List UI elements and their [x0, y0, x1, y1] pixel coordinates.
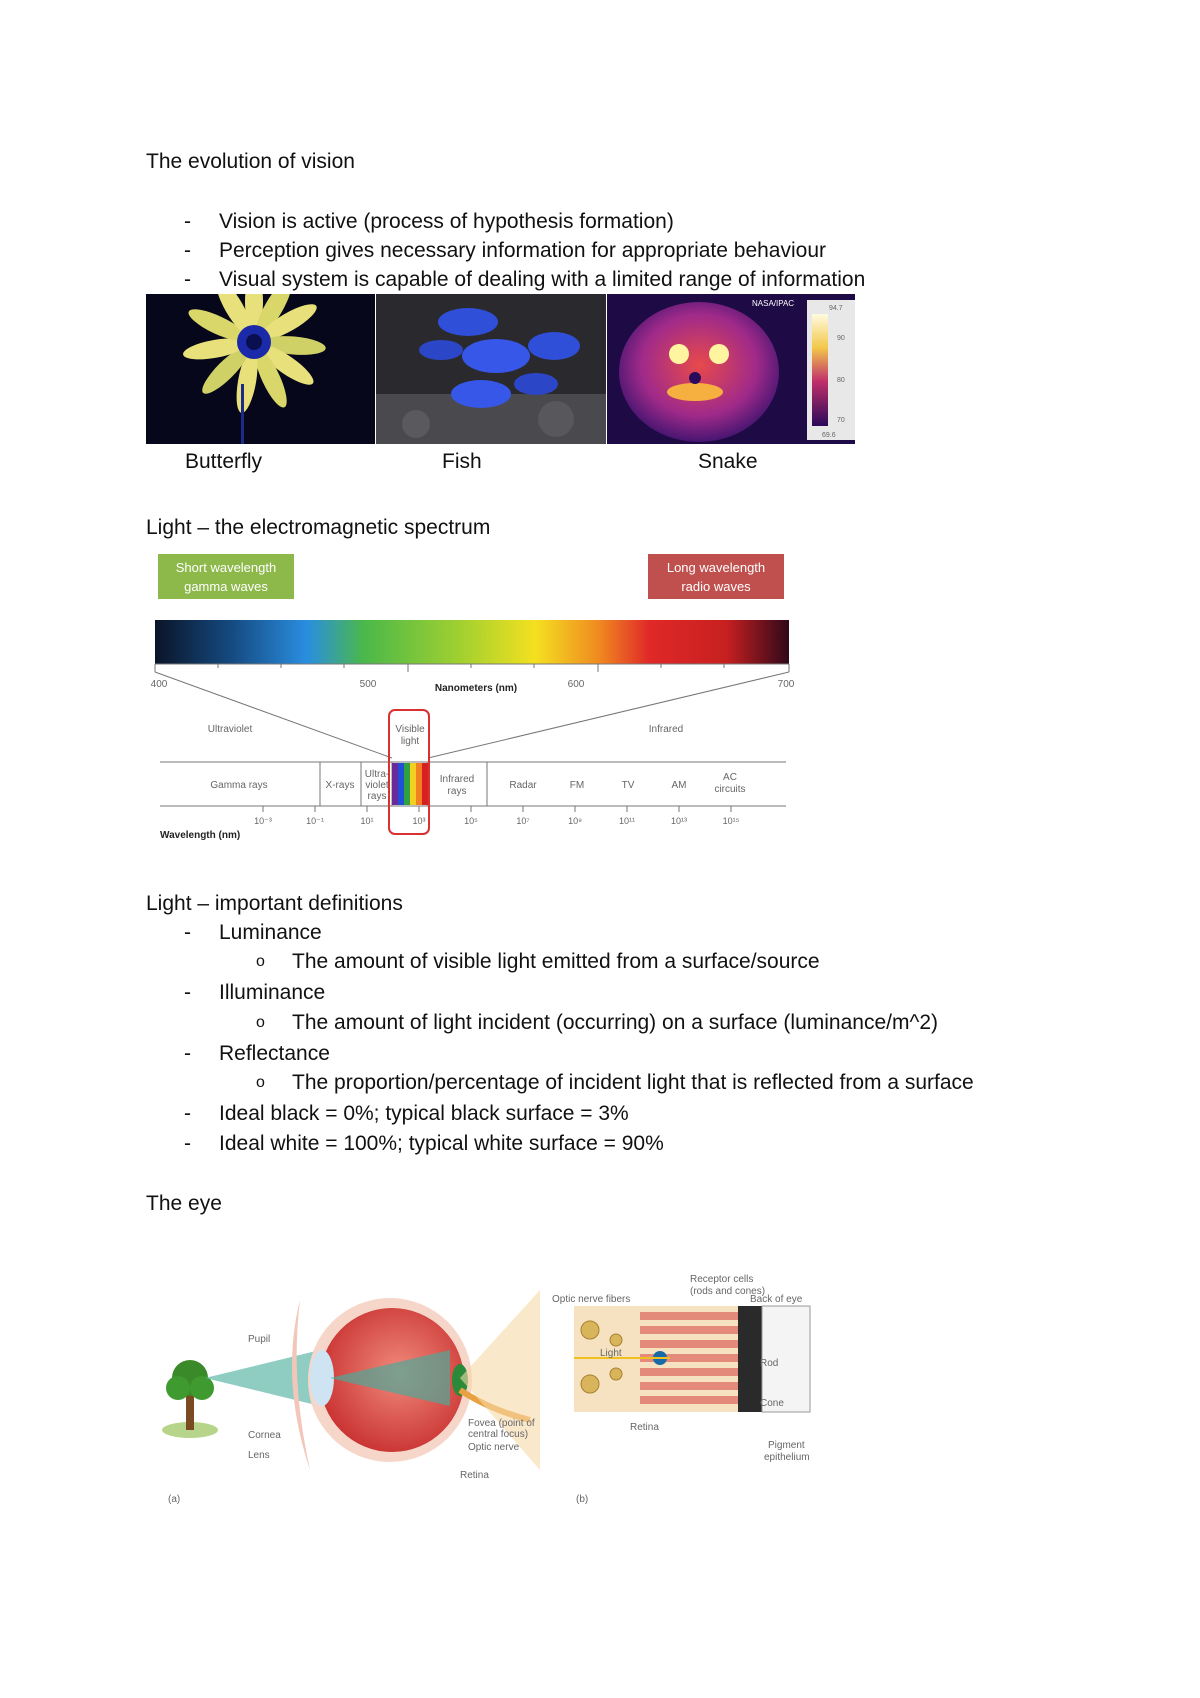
wavelength-label: Wavelength (nm) — [160, 830, 241, 841]
thermal-label: NASA/IPAC — [752, 299, 795, 308]
retina-label: (rods and cones) — [690, 1286, 766, 1297]
bullet-dash: - — [184, 981, 191, 1004]
section-title-eye: The eye — [146, 1192, 222, 1215]
visible-spectrum-bar — [155, 620, 789, 664]
wl-tick: 10⁻¹ — [306, 816, 324, 826]
band-label: rays — [447, 786, 467, 797]
bullet-dash: - — [184, 239, 191, 262]
thermal-scale-label: 94.7 — [829, 305, 843, 312]
wl-tick: 10¹¹ — [618, 816, 636, 826]
long-box-line1: Long wavelength — [666, 560, 766, 575]
nm-tick: 700 — [777, 679, 795, 690]
nm-tick: 400 — [150, 679, 168, 690]
wl-tick: 10⁻³ — [254, 816, 272, 826]
bullet-dash: - — [184, 921, 191, 944]
retina-diagram — [540, 1270, 840, 1510]
bullet-dash: - — [184, 210, 191, 233]
wl-tick: 10³ — [412, 816, 426, 826]
retina-label: Pigment — [768, 1440, 805, 1451]
eye-label: Optic nerve — [468, 1442, 520, 1453]
retina-label: epithelium — [764, 1452, 810, 1463]
eye-label: (a) — [168, 1494, 181, 1505]
retina-label: Cone — [760, 1398, 784, 1409]
nm-tick: 600 — [567, 679, 585, 690]
term-luminance: Luminance — [219, 921, 322, 944]
retina-label: Optic nerve fibers — [552, 1294, 631, 1305]
em-spectrum-figure — [146, 550, 806, 850]
band-label: TV — [621, 780, 635, 791]
wl-tick: 10⁵ — [464, 816, 478, 826]
long-box-line2: radio waves — [681, 579, 751, 594]
wl-tick: 10¹⁵ — [722, 816, 740, 826]
bullet-dash: - — [184, 1042, 191, 1065]
thermal-scale-label: 90 — [837, 335, 845, 342]
term-reflectance: Reflectance — [219, 1042, 330, 1065]
definition-text: The proportion/percentage of incident light that is reflected from a surface — [292, 1071, 974, 1094]
band-label: rays — [367, 791, 387, 802]
butterfly-vision-image — [146, 294, 375, 444]
eye-label: Pupil — [248, 1334, 271, 1345]
caption-fish: Fish — [442, 450, 482, 473]
sub-bullet: o — [256, 1074, 265, 1091]
wl-tick: 10⁷ — [516, 816, 530, 826]
band-label: Radar — [509, 780, 537, 791]
bullet-text: Visual system is capable of dealing with a limited range of information — [219, 268, 866, 291]
nm-tick: 500 — [359, 679, 377, 690]
eye-label: Lens — [248, 1450, 270, 1461]
section-title-spectrum: Light – the electromagnetic spectrum — [146, 516, 491, 539]
eye-label: central focus) — [468, 1429, 529, 1440]
caption-snake: Snake — [698, 450, 758, 473]
band-label: Gamma rays — [210, 780, 268, 791]
band-label: Ultra- — [364, 769, 390, 780]
wl-tick: 10¹ — [360, 816, 374, 826]
definition-text: The amount of visible light emitted from a surface/source — [292, 950, 820, 973]
definition-text: The amount of light incident (occurring) on a surface (luminance/m^2) — [292, 1011, 938, 1034]
bullet-text: Ideal white = 100%; typical white surface = 90% — [219, 1132, 664, 1155]
wl-tick: 10¹³ — [670, 816, 688, 826]
short-box-line1: Short wavelength — [175, 560, 277, 575]
band-label: FM — [569, 780, 585, 791]
eye-diagram — [160, 1270, 540, 1510]
eye-label: Fovea (point of — [468, 1418, 535, 1429]
band-label: Infrared — [439, 774, 475, 785]
band-label: violet — [365, 780, 389, 791]
fish-vision-image — [376, 294, 606, 444]
eye-label: Cornea — [248, 1430, 281, 1441]
term-illuminance: Illuminance — [219, 981, 326, 1004]
bullet-dash: - — [184, 268, 191, 291]
retina-label: Receptor cells — [690, 1274, 754, 1285]
band-label: X-rays — [325, 780, 355, 791]
caption-butterfly: Butterfly — [185, 450, 263, 473]
bullet-dash: - — [184, 1102, 191, 1125]
ultraviolet-label: Ultraviolet — [207, 724, 253, 735]
thermal-scale-label: 70 — [837, 417, 845, 424]
sub-bullet: o — [256, 1014, 265, 1031]
nanometers-label: Nanometers (nm) — [434, 683, 518, 694]
section-title-definitions: Light – important definitions — [146, 892, 403, 915]
thermal-scale-label: 69.6 — [822, 432, 836, 439]
bullet-dash: - — [184, 1132, 191, 1155]
band-label: circuits — [714, 784, 746, 795]
infrared-label: Infrared — [648, 724, 684, 735]
visible-label-2: light — [400, 736, 420, 747]
wl-tick: 10⁹ — [568, 816, 582, 826]
short-box-line2: gamma waves — [184, 579, 268, 594]
retina-label: Back of eye — [750, 1294, 803, 1305]
band-label: AC — [723, 772, 737, 783]
thermal-scale-label: 80 — [837, 377, 845, 384]
sub-bullet: o — [256, 953, 265, 970]
retina-label: Light — [600, 1348, 622, 1359]
retina-label: (b) — [576, 1494, 589, 1505]
eye-label: Retina — [460, 1470, 489, 1481]
snake-thermal-image — [607, 294, 855, 444]
bullet-text: Ideal black = 0%; typical black surface = 3% — [219, 1102, 629, 1125]
band-label: AM — [671, 780, 687, 791]
visible-label-1: Visible — [395, 724, 425, 735]
retina-label: Rod — [760, 1358, 779, 1369]
bullet-text: Vision is active (process of hypothesis formation) — [219, 210, 674, 233]
bullet-text: Perception gives necessary information for appropriate behaviour — [219, 239, 827, 262]
section-title-evolution: The evolution of vision — [146, 150, 355, 173]
retina-label: Retina — [630, 1422, 659, 1433]
